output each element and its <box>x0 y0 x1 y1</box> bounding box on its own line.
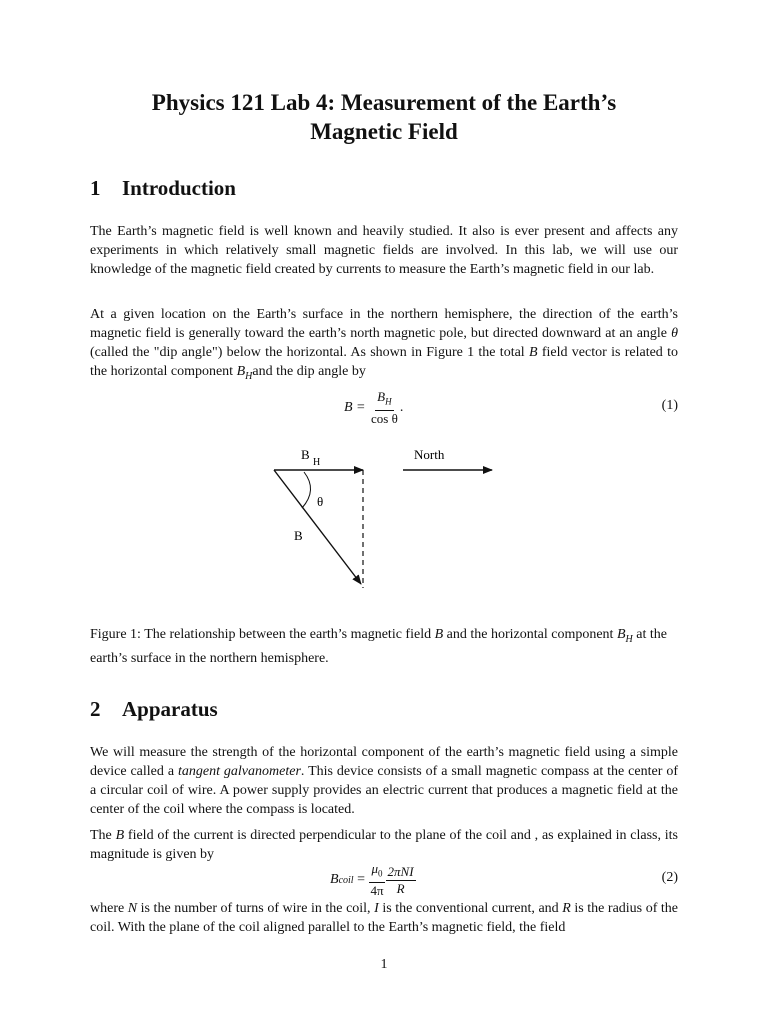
math-I: I <box>374 901 379 916</box>
eq2-fraction-1 <box>368 861 385 899</box>
eq2-equals: = <box>353 872 369 887</box>
text-run: and the dip angle by <box>252 364 366 379</box>
eq1-period: . <box>399 400 404 415</box>
angle-arc <box>302 472 311 508</box>
text-run: At a given location on the Earth’s surface in the northern hemisphere, the direction of the earth’s magnetic field is generally toward the earth’s north magnetic pole, but directed downward at an angle <box>90 307 678 341</box>
text-run: The <box>90 828 116 843</box>
math-B: B <box>115 828 125 843</box>
apparatus-paragraph-2 <box>90 826 678 864</box>
text-run: is the radius of the coil. With the plane of the coil aligned parallel to the Earth’s magnetic field, the field <box>90 901 679 935</box>
eq1-num-sub: H <box>385 396 392 407</box>
apparatus-paragraph-1 <box>90 743 678 819</box>
label-north: North <box>414 447 445 462</box>
title-line-1: Physics 121 Lab 4: Measurement of the Earth’s <box>151 90 617 115</box>
text-run: and the horizontal component <box>443 627 617 642</box>
math-BH: B <box>236 364 246 379</box>
equation-number: (1) <box>661 398 678 413</box>
eq2-den-1: 4π <box>370 882 384 898</box>
eq2-mu: μ <box>371 861 379 877</box>
eq1-numerator: B <box>377 389 386 405</box>
section-title: Introduction <box>122 176 236 200</box>
label-b-horizontal: B <box>301 447 310 462</box>
section-title: Apparatus <box>122 697 218 721</box>
equation-2 <box>90 860 678 900</box>
text-run: is the number of turns of wire in the coil, <box>137 901 375 916</box>
math-B: B <box>529 345 538 360</box>
section-number: 1 <box>90 176 101 200</box>
text-run: . This device consists of a small magnetic compass at the center of a circular coil of wire. A power supply provides an electric current that produces a magnetic field at the center of the coil where the compass is located. <box>90 764 678 817</box>
intro-paragraph-1: The Earth’s magnetic field is well known and heavily studied. It also is ever present and affects any experiments in which relatively small magnetic fields are involved. In this lab, we will use our knowledge of the magnetic field created by currents to measure the Earth’s magnetic field in our lab. <box>90 224 678 277</box>
apparatus-paragraph-3 <box>90 899 678 937</box>
label-theta: θ <box>317 494 324 509</box>
math-subscript: H <box>625 633 633 645</box>
math-B: B <box>434 627 444 642</box>
math-N: N <box>127 901 138 916</box>
text-run: is the conventional current, and <box>378 901 563 916</box>
page-number: 1 <box>380 957 388 972</box>
text-run: field vector is related to the horizontal component <box>90 345 678 379</box>
eq2-den-2: R <box>396 880 405 896</box>
title-line-2: Magnetic Field <box>310 119 458 144</box>
label-h-subscript: H <box>313 457 321 468</box>
section-heading-apparatus <box>90 697 218 721</box>
math-BH: B <box>616 627 626 642</box>
section-number: 2 <box>90 697 101 721</box>
eq2-lhs-sub: coil <box>338 874 354 886</box>
text-run: where <box>90 901 128 916</box>
eq2-num-2: 2πNI <box>387 863 414 879</box>
equation-2-body <box>330 860 416 900</box>
text-run: at the earth’s surface in the northern hemisphere. <box>90 627 667 666</box>
eq2-fraction-2 <box>386 864 416 897</box>
math-theta: θ <box>671 326 678 341</box>
text-run: We will measure the strength of the horizontal component of the earth’s magnetic field using a simple device called a <box>90 745 678 779</box>
eq1-denominator: cos θ <box>371 410 398 426</box>
eq2-lhs: B <box>330 872 339 887</box>
equation-number: (2) <box>661 870 678 885</box>
figure-1-caption <box>90 625 678 668</box>
text-run: (called the "dip angle") below the horizontal. As shown in Figure 1 the total <box>90 345 529 360</box>
emphasis-term: tangent galvanometer <box>177 764 301 779</box>
math-subscript: H <box>245 370 253 382</box>
eq2-mu-sub: 0 <box>378 868 383 879</box>
b-vector-arrow <box>274 470 361 584</box>
text-run: field of the current is directed perpendicular to the plane of the coil and , as explained in class, its magnitude is given by <box>90 828 679 862</box>
text-run: Figure 1: The relationship between the earth’s magnetic field <box>90 627 435 642</box>
eq1-lhs: B = <box>344 400 366 415</box>
label-b-total: B <box>294 528 303 543</box>
math-R: R <box>562 901 571 916</box>
